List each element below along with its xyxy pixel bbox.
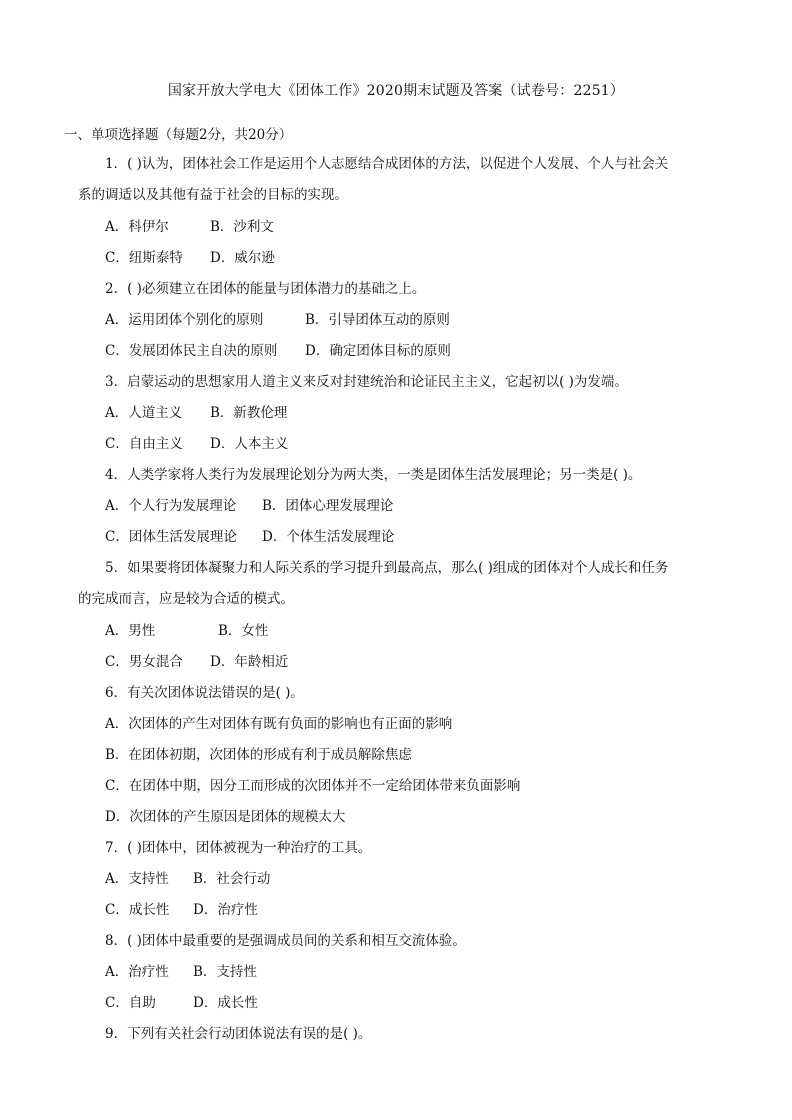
question-1-option-a: A．科伊尔 <box>105 219 169 235</box>
question-8-option-c: C．自助 <box>105 995 156 1011</box>
question-3-option-d: D．人本主义 <box>210 436 289 452</box>
question-4-option-d: D．个体生活发展理论 <box>262 529 395 545</box>
question-4-option-c: C．团体生活发展理论 <box>105 529 237 545</box>
question-1-option-c: C．纽斯泰特 <box>105 250 183 266</box>
question-8-stem: 8．( )团体中最重要的是强调成员间的关系和相互交流体验。 <box>105 933 466 949</box>
question-7-option-a: A．支持性 <box>105 871 169 887</box>
question-5-option-d: D．年龄相近 <box>210 654 289 670</box>
question-3-option-c: C．自由主义 <box>105 436 183 452</box>
question-3-option-b: B．新教伦理 <box>210 405 288 421</box>
question-5-option-b: B．女性 <box>218 623 269 639</box>
question-8-option-d: D．成长性 <box>193 995 258 1011</box>
question-9-stem: 9．下列有关社会行动团体说法有误的是( )。 <box>105 1026 372 1042</box>
question-5-option-a: A．男性 <box>105 623 156 639</box>
question-6-option-a: A．次团体的产生对团体有既有负面的影响也有正面的影响 <box>105 716 453 732</box>
question-2-stem: 2．( )必须建立在团体的能量与团体潜力的基础之上。 <box>105 281 426 297</box>
question-1-option-b: B．沙利文 <box>210 219 274 235</box>
question-5-stem-cont: 的完成而言，应是较为合适的模式。 <box>78 591 294 607</box>
question-4-option-b: B．团体心理发展理论 <box>262 498 394 514</box>
section-heading: 一、单项选择题（每题2分，共20分） <box>64 127 293 143</box>
question-1-option-d: D．威尔逊 <box>210 250 275 266</box>
question-6-option-d: D．次团体的产生原因是团体的规模太大 <box>105 809 346 825</box>
question-4-stem: 4．人类学家将人类行为发展理论划分为两大类，一类是团体生活发展理论；另一类是( )。 <box>105 467 642 483</box>
question-5-option-c: C．男女混合 <box>105 654 183 670</box>
question-6-option-b: B．在团体初期，次团体的形成有利于成员解除焦虑 <box>105 747 412 763</box>
question-8-option-a: A．治疗性 <box>105 964 169 980</box>
question-7-stem: 7．( )团体中，团体被视为一种治疗的工具。 <box>105 840 372 856</box>
question-2-option-c: C．发展团体民主自决的原则 <box>105 343 278 359</box>
question-4-option-a: A．个人行为发展理论 <box>105 498 237 514</box>
question-2-option-d: D．确定团体目标的原则 <box>305 343 451 359</box>
question-8-option-b: B．支持性 <box>193 964 257 980</box>
question-2-option-a: A．运用团体个别化的原则 <box>105 312 264 328</box>
question-1-stem-cont: 系的调适以及其他有益于社会的目标的实现。 <box>78 187 348 203</box>
question-7-option-c: C．成长性 <box>105 902 170 918</box>
question-7-option-d: D．治疗性 <box>193 902 258 918</box>
question-3-stem: 3．启蒙运动的思想家用人道主义来反对封建统治和论证民主主义，它起初以( )为发端。 <box>105 374 628 390</box>
question-6-option-c: C．在团体中期，因分工而形成的次团体并不一定给团体带来负面影响 <box>105 778 521 794</box>
question-1-stem: 1．( )认为，团体社会工作是运用个人志愿结合成团体的方法，以促进个人发展、个人与社会关 <box>105 156 669 172</box>
question-6-stem: 6．有关次团体说法错误的是( )。 <box>105 685 304 701</box>
question-5-stem: 5．如果要将团体凝聚力和人际关系的学习提升到最高点，那么( )组成的团体对个人成长和任务 <box>105 560 669 576</box>
question-2-option-b: B．引导团体互动的原则 <box>305 312 450 328</box>
question-7-option-b: B．社会行动 <box>193 871 271 887</box>
question-3-option-a: A．人道主义 <box>105 405 183 421</box>
page-title: 国家开放大学电大《团体工作》2020期末试题及答案（试卷号：2251） <box>167 83 625 99</box>
